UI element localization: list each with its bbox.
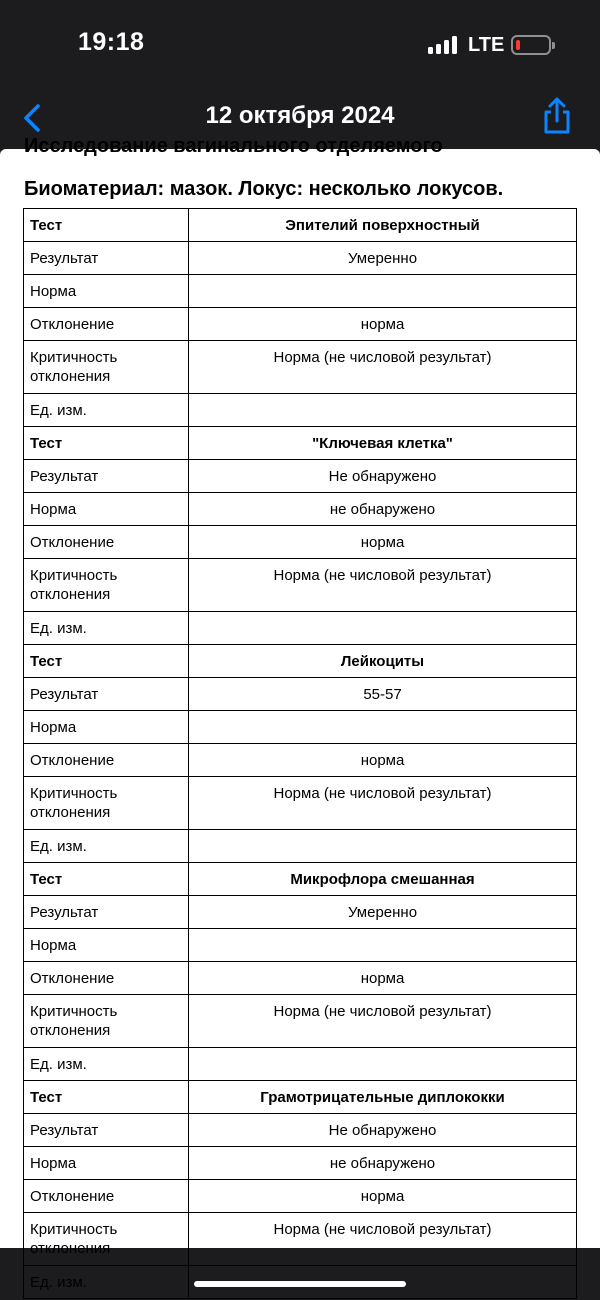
row-label-unit: Ед. изм. [24, 1048, 189, 1081]
table-row-unit [24, 1048, 577, 1081]
row-value-unit [189, 830, 577, 863]
row-value-unit [189, 612, 577, 645]
row-label-norm: Норма [24, 1147, 189, 1180]
row-value-result: Умеренно [189, 896, 577, 929]
table-row-criticality [24, 559, 577, 612]
row-label-criticality: Критичность отклонения [24, 559, 189, 612]
table-row-unit [24, 394, 577, 427]
row-value-unit [189, 1048, 577, 1081]
table-row-deviation [24, 1180, 577, 1213]
row-label-unit: Ед. изм. [24, 612, 189, 645]
table-row-test-name [24, 1081, 577, 1114]
document-heading: Исследование вагинального отделяемого [24, 135, 443, 157]
table-row-unit [24, 830, 577, 863]
table-row-unit [24, 612, 577, 645]
row-label-test-name: Тест [24, 863, 189, 896]
table-row-norm [24, 275, 577, 308]
table-row-norm [24, 929, 577, 962]
row-value-norm [189, 711, 577, 744]
home-indicator[interactable] [194, 1281, 406, 1287]
row-label-result: Результат [24, 678, 189, 711]
row-label-deviation: Отклонение [24, 1180, 189, 1213]
row-value-norm [189, 275, 577, 308]
row-value-deviation: норма [189, 744, 577, 777]
table-row-test-name [24, 863, 577, 896]
table-row-test-name [24, 427, 577, 460]
row-value-test-name: "Ключевая клетка" [189, 427, 577, 460]
row-value-norm [189, 929, 577, 962]
row-label-criticality: Критичность отклонения [24, 777, 189, 830]
row-value-criticality: Норма (не числовой результат) [189, 1213, 577, 1266]
row-label-deviation: Отклонение [24, 962, 189, 995]
row-label-norm: Норма [24, 929, 189, 962]
row-label-unit: Ед. изм. [24, 830, 189, 863]
row-value-deviation: норма [189, 962, 577, 995]
table-row-criticality [24, 1213, 577, 1266]
document-subheading: Биоматериал: мазок. Локус: несколько локусов. [24, 178, 504, 200]
row-label-result: Результат [24, 896, 189, 929]
row-value-result: 55-57 [189, 678, 577, 711]
battery-level [516, 40, 520, 50]
table-row-result [24, 896, 577, 929]
row-value-criticality: Норма (не числовой результат) [189, 995, 577, 1048]
table-row-result [24, 242, 577, 275]
results-table [23, 208, 577, 1299]
share-button[interactable] [540, 96, 574, 136]
battery-icon [511, 35, 551, 55]
row-value-test-name: Эпителий поверхностный [189, 209, 577, 242]
row-label-test-name: Тест [24, 645, 189, 678]
row-label-criticality: Критичность отклонения [24, 1213, 189, 1266]
row-label-criticality: Критичность отклонения [24, 995, 189, 1048]
row-label-unit: Ед. изм. [24, 394, 189, 427]
table-row-criticality [24, 341, 577, 394]
row-value-norm: не обнаружено [189, 1147, 577, 1180]
table-row-deviation [24, 962, 577, 995]
row-label-norm: Норма [24, 275, 189, 308]
row-label-test-name: Тест [24, 427, 189, 460]
row-value-test-name: Лейкоциты [189, 645, 577, 678]
row-label-result: Результат [24, 242, 189, 275]
row-value-criticality: Норма (не числовой результат) [189, 777, 577, 830]
table-row-result [24, 678, 577, 711]
status-bar [0, 0, 600, 90]
table-row-deviation [24, 744, 577, 777]
row-label-deviation: Отклонение [24, 744, 189, 777]
table-row-result [24, 460, 577, 493]
row-value-criticality: Норма (не числовой результат) [189, 341, 577, 394]
row-value-result: Умеренно [189, 242, 577, 275]
table-row-norm [24, 1147, 577, 1180]
table-row-norm [24, 711, 577, 744]
share-icon [540, 96, 574, 136]
row-value-criticality: Норма (не числовой результат) [189, 559, 577, 612]
row-value-deviation: норма [189, 526, 577, 559]
row-value-test-name: Грамотрицательные диплококки [189, 1081, 577, 1114]
network-type: LTE [468, 34, 505, 56]
row-label-criticality: Критичность отклонения [24, 341, 189, 394]
row-label-norm: Норма [24, 493, 189, 526]
row-value-result: Не обнаружено [189, 1114, 577, 1147]
row-label-unit: Ед. изм. [24, 1266, 189, 1299]
row-label-deviation: Отклонение [24, 526, 189, 559]
table-row-test-name [24, 645, 577, 678]
table-row-deviation [24, 526, 577, 559]
row-value-deviation: норма [189, 1180, 577, 1213]
row-label-norm: Норма [24, 711, 189, 744]
results-table-body [24, 209, 577, 1299]
status-time: 19:18 [78, 28, 145, 56]
row-label-deviation: Отклонение [24, 308, 189, 341]
row-value-unit [189, 394, 577, 427]
row-value-result: Не обнаружено [189, 460, 577, 493]
row-value-test-name: Микрофлора смешанная [189, 863, 577, 896]
table-row-deviation [24, 308, 577, 341]
row-label-test-name: Тест [24, 209, 189, 242]
row-value-deviation: норма [189, 308, 577, 341]
table-row-result [24, 1114, 577, 1147]
table-row-criticality [24, 995, 577, 1048]
document-view[interactable] [0, 135, 600, 1291]
row-label-result: Результат [24, 460, 189, 493]
row-value-norm: не обнаружено [189, 493, 577, 526]
row-label-result: Результат [24, 1114, 189, 1147]
table-row-test-name [24, 209, 577, 242]
page-title: 12 октября 2024 [205, 102, 395, 129]
row-label-test-name: Тест [24, 1081, 189, 1114]
table-row-criticality [24, 777, 577, 830]
signal-icon [428, 36, 460, 54]
table-row-norm [24, 493, 577, 526]
